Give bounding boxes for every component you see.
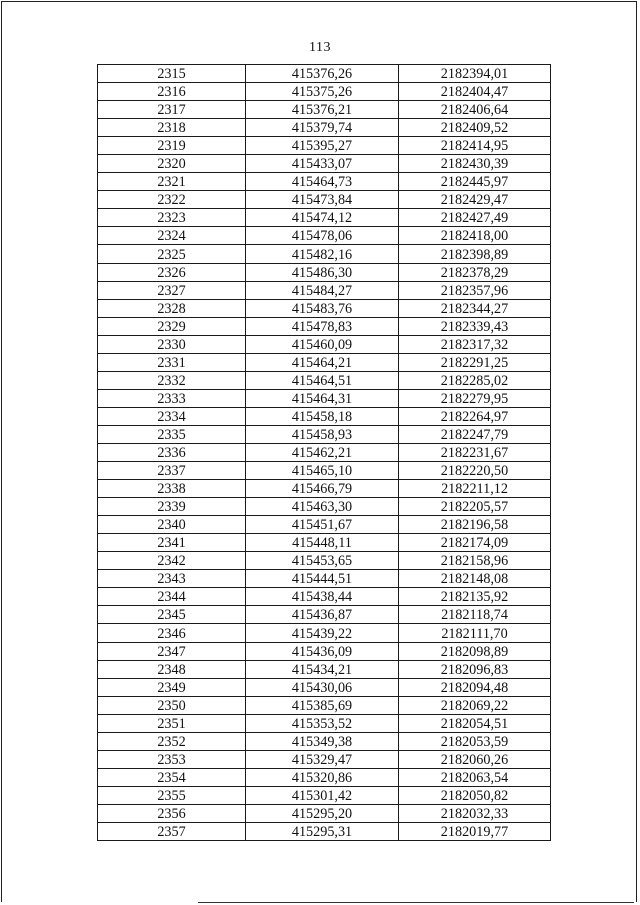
- table-row: [98, 281, 551, 299]
- y-coordinate-cell: 2182317,32: [399, 335, 551, 353]
- x-coordinate-cell: 415448,11: [246, 534, 399, 552]
- table-row: [98, 516, 551, 534]
- point-number-cell: 2345: [98, 606, 246, 624]
- point-number-cell: 2341: [98, 534, 246, 552]
- y-coordinate-cell: 2182096,83: [399, 660, 551, 678]
- x-coordinate-cell: 415451,67: [246, 516, 399, 534]
- table-row: [98, 389, 551, 407]
- table-row: [98, 407, 551, 425]
- point-number-cell: 2342: [98, 552, 246, 570]
- y-coordinate-cell: 2182019,77: [399, 822, 551, 840]
- x-coordinate-cell: 415465,10: [246, 462, 399, 480]
- table-row: [98, 534, 551, 552]
- table-row: [98, 822, 551, 840]
- y-coordinate-cell: 2182050,82: [399, 786, 551, 804]
- y-coordinate-cell: 2182118,74: [399, 606, 551, 624]
- x-coordinate-cell: 415433,07: [246, 155, 399, 173]
- x-coordinate-cell: 415474,12: [246, 209, 399, 227]
- y-coordinate-cell: 2182174,09: [399, 534, 551, 552]
- table-row: [98, 678, 551, 696]
- x-coordinate-cell: 415458,18: [246, 407, 399, 425]
- x-coordinate-cell: 415483,76: [246, 299, 399, 317]
- point-number-cell: 2334: [98, 407, 246, 425]
- table-row: [98, 552, 551, 570]
- x-coordinate-cell: 415486,30: [246, 263, 399, 281]
- point-number-cell: 2346: [98, 624, 246, 642]
- table-row: [98, 642, 551, 660]
- bottom-edge-line: [198, 902, 634, 903]
- x-coordinate-cell: 415376,21: [246, 101, 399, 119]
- table-row: [98, 462, 551, 480]
- table-row: [98, 353, 551, 371]
- point-number-cell: 2349: [98, 678, 246, 696]
- point-number-cell: 2353: [98, 750, 246, 768]
- point-number-cell: 2354: [98, 768, 246, 786]
- point-number-cell: 2327: [98, 281, 246, 299]
- x-coordinate-cell: 415484,27: [246, 281, 399, 299]
- table-row: [98, 750, 551, 768]
- y-coordinate-cell: 2182414,95: [399, 137, 551, 155]
- y-coordinate-cell: 2182344,27: [399, 299, 551, 317]
- point-number-cell: 2338: [98, 480, 246, 498]
- table-row: [98, 606, 551, 624]
- y-coordinate-cell: 2182418,00: [399, 227, 551, 245]
- point-number-cell: 2350: [98, 696, 246, 714]
- point-number-cell: 2318: [98, 119, 246, 137]
- y-coordinate-cell: 2182111,70: [399, 624, 551, 642]
- point-number-cell: 2317: [98, 101, 246, 119]
- y-coordinate-cell: 2182148,08: [399, 570, 551, 588]
- table-row: [98, 65, 551, 83]
- point-number-cell: 2340: [98, 516, 246, 534]
- x-coordinate-cell: 415464,21: [246, 353, 399, 371]
- y-coordinate-cell: 2182053,59: [399, 732, 551, 750]
- y-coordinate-cell: 2182429,47: [399, 191, 551, 209]
- x-coordinate-cell: 415379,74: [246, 119, 399, 137]
- point-number-cell: 2347: [98, 642, 246, 660]
- page-number: 113: [309, 40, 331, 55]
- y-coordinate-cell: 2182098,89: [399, 642, 551, 660]
- y-coordinate-cell: 2182357,96: [399, 281, 551, 299]
- x-coordinate-cell: 415478,83: [246, 317, 399, 335]
- x-coordinate-cell: 415329,47: [246, 750, 399, 768]
- y-coordinate-cell: 2182409,52: [399, 119, 551, 137]
- point-number-cell: 2348: [98, 660, 246, 678]
- table-row: [98, 768, 551, 786]
- table-row: [98, 570, 551, 588]
- point-number-cell: 2355: [98, 786, 246, 804]
- table-row: [98, 299, 551, 317]
- y-coordinate-cell: 2182430,39: [399, 155, 551, 173]
- table-row: [98, 498, 551, 516]
- y-coordinate-cell: 2182247,79: [399, 425, 551, 443]
- point-number-cell: 2315: [98, 65, 246, 83]
- point-number-cell: 2356: [98, 804, 246, 822]
- table-row: [98, 191, 551, 209]
- y-coordinate-cell: 2182135,92: [399, 588, 551, 606]
- x-coordinate-cell: 415376,26: [246, 65, 399, 83]
- point-number-cell: 2337: [98, 462, 246, 480]
- point-number-cell: 2316: [98, 83, 246, 101]
- x-coordinate-cell: 415466,79: [246, 480, 399, 498]
- y-coordinate-cell: 2182339,43: [399, 317, 551, 335]
- point-number-cell: 2336: [98, 443, 246, 461]
- y-coordinate-cell: 2182063,54: [399, 768, 551, 786]
- y-coordinate-cell: 2182264,97: [399, 407, 551, 425]
- x-coordinate-cell: 415375,26: [246, 83, 399, 101]
- table-row: [98, 227, 551, 245]
- point-number-cell: 2325: [98, 245, 246, 263]
- point-number-cell: 2322: [98, 191, 246, 209]
- x-coordinate-cell: 415385,69: [246, 696, 399, 714]
- x-coordinate-cell: 415473,84: [246, 191, 399, 209]
- y-coordinate-cell: 2182211,12: [399, 480, 551, 498]
- coordinates-table-body: [98, 65, 551, 841]
- x-coordinate-cell: 415434,21: [246, 660, 399, 678]
- y-coordinate-cell: 2182398,89: [399, 245, 551, 263]
- point-number-cell: 2320: [98, 155, 246, 173]
- y-coordinate-cell: 2182279,95: [399, 389, 551, 407]
- y-coordinate-cell: 2182205,57: [399, 498, 551, 516]
- y-coordinate-cell: 2182291,25: [399, 353, 551, 371]
- table-row: [98, 714, 551, 732]
- x-coordinate-cell: 415436,09: [246, 642, 399, 660]
- point-number-cell: 2357: [98, 822, 246, 840]
- table-row: [98, 786, 551, 804]
- table-row: [98, 732, 551, 750]
- point-number-cell: 2343: [98, 570, 246, 588]
- table-row: [98, 101, 551, 119]
- table-row: [98, 443, 551, 461]
- y-coordinate-cell: 2182220,50: [399, 462, 551, 480]
- point-number-cell: 2328: [98, 299, 246, 317]
- point-number-cell: 2344: [98, 588, 246, 606]
- x-coordinate-cell: 415320,86: [246, 768, 399, 786]
- table-row: [98, 209, 551, 227]
- x-coordinate-cell: 415464,31: [246, 389, 399, 407]
- coordinates-table: [97, 64, 551, 841]
- table-row: [98, 83, 551, 101]
- table-row: [98, 173, 551, 191]
- table-row: [98, 371, 551, 389]
- y-coordinate-cell: 2182069,22: [399, 696, 551, 714]
- point-number-cell: 2326: [98, 263, 246, 281]
- table-row: [98, 155, 551, 173]
- x-coordinate-cell: 415444,51: [246, 570, 399, 588]
- y-coordinate-cell: 2182378,29: [399, 263, 551, 281]
- y-coordinate-cell: 2182394,01: [399, 65, 551, 83]
- point-number-cell: 2352: [98, 732, 246, 750]
- table-row: [98, 588, 551, 606]
- table-row: [98, 263, 551, 281]
- y-coordinate-cell: 2182285,02: [399, 371, 551, 389]
- x-coordinate-cell: 415462,21: [246, 443, 399, 461]
- point-number-cell: 2330: [98, 335, 246, 353]
- y-coordinate-cell: 2182032,33: [399, 804, 551, 822]
- x-coordinate-cell: 415295,20: [246, 804, 399, 822]
- y-coordinate-cell: 2182231,67: [399, 443, 551, 461]
- x-coordinate-cell: 415438,44: [246, 588, 399, 606]
- x-coordinate-cell: 415453,65: [246, 552, 399, 570]
- y-coordinate-cell: 2182094,48: [399, 678, 551, 696]
- x-coordinate-cell: 415430,06: [246, 678, 399, 696]
- y-coordinate-cell: 2182406,64: [399, 101, 551, 119]
- table-row: [98, 137, 551, 155]
- x-coordinate-cell: 415301,42: [246, 786, 399, 804]
- point-number-cell: 2323: [98, 209, 246, 227]
- x-coordinate-cell: 415478,06: [246, 227, 399, 245]
- x-coordinate-cell: 415395,27: [246, 137, 399, 155]
- point-number-cell: 2319: [98, 137, 246, 155]
- y-coordinate-cell: 2182060,26: [399, 750, 551, 768]
- table-row: [98, 480, 551, 498]
- point-number-cell: 2333: [98, 389, 246, 407]
- point-number-cell: 2335: [98, 425, 246, 443]
- y-coordinate-cell: 2182158,96: [399, 552, 551, 570]
- x-coordinate-cell: 415464,51: [246, 371, 399, 389]
- table-row: [98, 696, 551, 714]
- x-coordinate-cell: 415464,73: [246, 173, 399, 191]
- table-row: [98, 317, 551, 335]
- x-coordinate-cell: 415460,09: [246, 335, 399, 353]
- point-number-cell: 2324: [98, 227, 246, 245]
- x-coordinate-cell: 415482,16: [246, 245, 399, 263]
- table-row: [98, 119, 551, 137]
- y-coordinate-cell: 2182404,47: [399, 83, 551, 101]
- table-row: [98, 624, 551, 642]
- table-row: [98, 425, 551, 443]
- y-coordinate-cell: 2182196,58: [399, 516, 551, 534]
- point-number-cell: 2339: [98, 498, 246, 516]
- x-coordinate-cell: 415439,22: [246, 624, 399, 642]
- x-coordinate-cell: 415353,52: [246, 714, 399, 732]
- table-row: [98, 804, 551, 822]
- point-number-cell: 2351: [98, 714, 246, 732]
- y-coordinate-cell: 2182445,97: [399, 173, 551, 191]
- table-row: [98, 660, 551, 678]
- point-number-cell: 2331: [98, 353, 246, 371]
- table-row: [98, 245, 551, 263]
- x-coordinate-cell: 415463,30: [246, 498, 399, 516]
- x-coordinate-cell: 415436,87: [246, 606, 399, 624]
- point-number-cell: 2321: [98, 173, 246, 191]
- y-coordinate-cell: 2182427,49: [399, 209, 551, 227]
- point-number-cell: 2332: [98, 371, 246, 389]
- x-coordinate-cell: 415458,93: [246, 425, 399, 443]
- x-coordinate-cell: 415349,38: [246, 732, 399, 750]
- y-coordinate-cell: 2182054,51: [399, 714, 551, 732]
- point-number-cell: 2329: [98, 317, 246, 335]
- x-coordinate-cell: 415295,31: [246, 822, 399, 840]
- table-row: [98, 335, 551, 353]
